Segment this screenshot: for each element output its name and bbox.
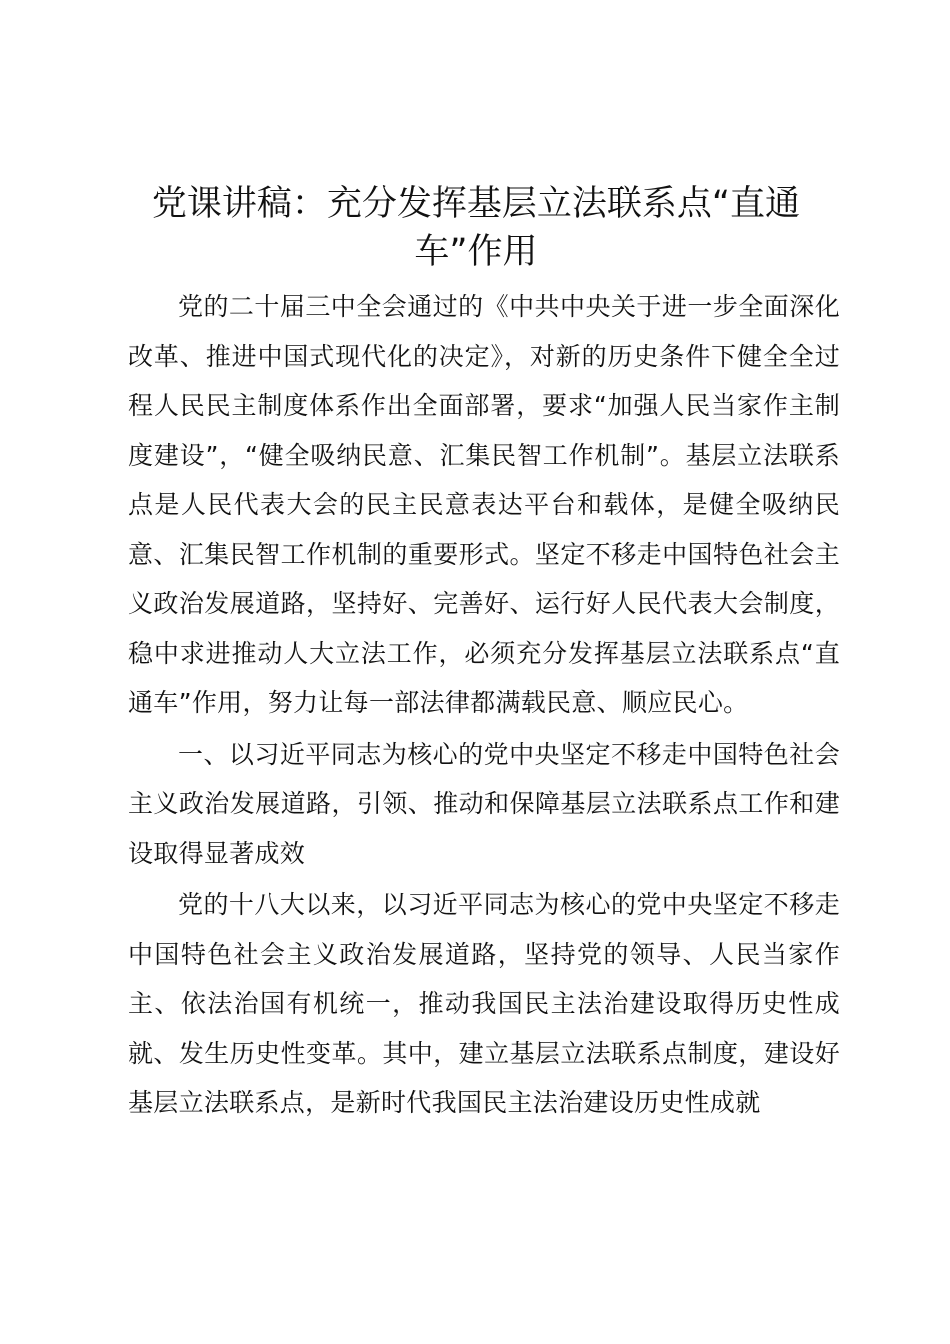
paragraph-intro: 党的二十届三中全会通过的《中共中央关于进一步全面深化改革、推进中国式现代化的决定》，对新的历史条件下健全全过程人民民主制度体系作出全面部署，要求“加强人民当家作主制度建设”，“健全吸纳民意、汇集民智工作机制”。基层立法联系点是人民代表大会的民主民意表达平台和载体，是健全吸纳民意、汇集民智工作机制的重要形式。坚定不移走中国特色社会主义政治发展道路，坚持好、完善好、运行好人民代表大会制度，稳中求进推动人大立法工作，必须充分发挥基层立法联系点“直通车”作用，努力让每一部法律都满载民意、顺应民心。	[128, 292, 840, 717]
title-line-1: 党课讲稿：充分发挥基层立法联系点“直通	[151, 184, 801, 224]
document-title	[120, 180, 832, 276]
paragraph-section-1: 党的十八大以来，以习近平同志为核心的党中央坚定不移走中国特色社会主义政治发展道路，坚持党的领导、人民当家作主、依法治国有机统一，推动我国民主法治建设取得历史性成就、发生历史性变革。其中，建立基层立法联系点制度，建设好基层立法联系点，是新时代我国民主法治建设历史性成就	[128, 890, 840, 1117]
document-body	[128, 282, 840, 1128]
title-line-2: 车”作用	[414, 232, 538, 272]
section-heading-1: 一、以习近平同志为核心的党中央坚定不移走中国特色社会主义政治发展道路，引领、推动和保障基层立法联系点工作和建设取得显著成效	[128, 739, 840, 868]
